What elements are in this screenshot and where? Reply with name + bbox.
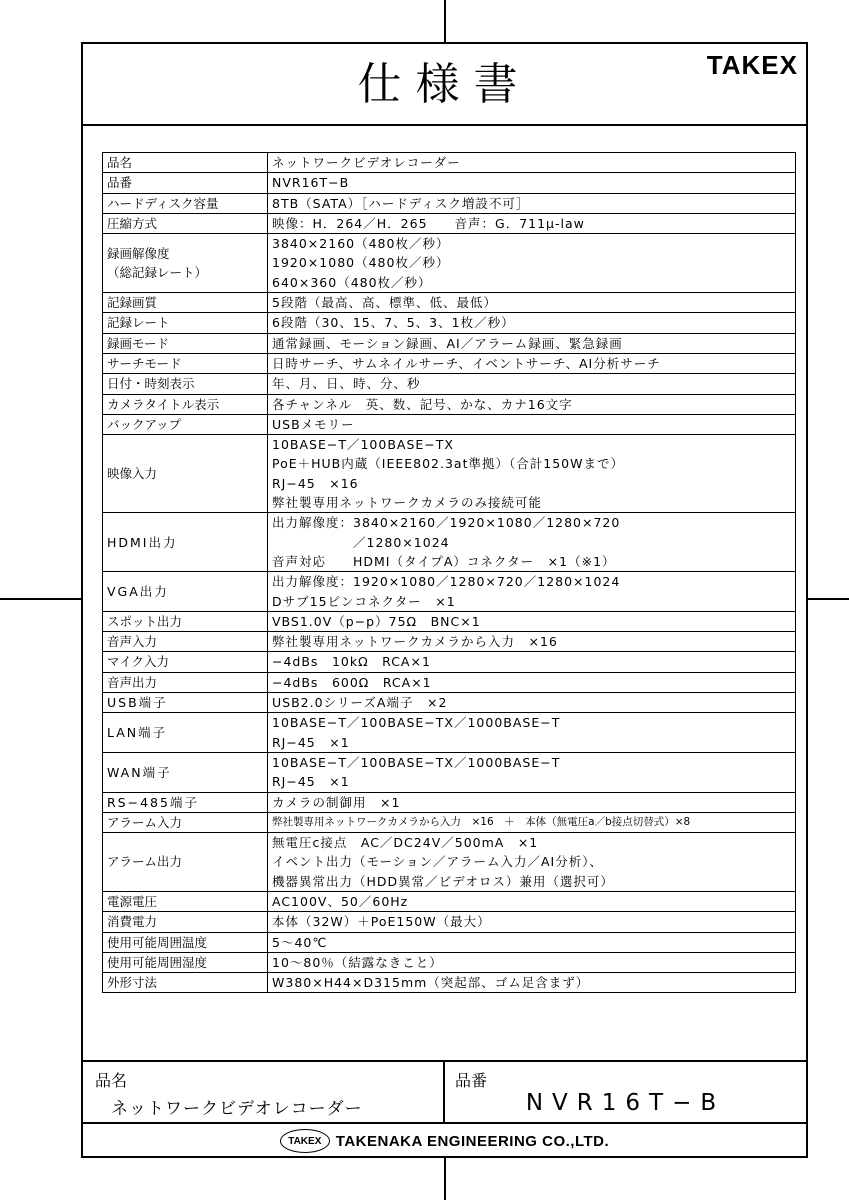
spec-row <box>103 912 796 932</box>
spec-value-line: 機器異常出力（HDD異常／ビデオロス）兼用（選択可） <box>272 873 614 889</box>
spec-value-line: −4dBs 600Ω RCA×1 <box>272 674 432 690</box>
spec-value-line: VBS1.0V（p−p）75Ω BNC×1 <box>272 613 481 629</box>
spec-label: 電源電圧 <box>103 891 268 911</box>
spec-label: WAN端子 <box>103 752 268 792</box>
spec-value-line: 640×360（480枚／秒） <box>272 274 432 290</box>
spec-value <box>268 891 796 911</box>
spec-value-line: 本体（32W）＋PoE150W（最大） <box>272 914 491 930</box>
spec-label: 音声出力 <box>103 672 268 692</box>
spec-row <box>103 652 796 672</box>
spec-label: 録画解像度 （総記録レート） <box>103 234 268 293</box>
spec-row <box>103 353 796 373</box>
spec-value-line: 10BASE−T／100BASE−TX／1000BASE−T <box>272 754 561 770</box>
crop-mark-top <box>444 0 446 42</box>
company-logo-icon <box>280 1129 330 1153</box>
spec-label: HDMI出力 <box>103 513 268 572</box>
spec-value-line: W380×H44×D315mm（突起部、ゴム足含まず） <box>272 975 590 991</box>
spec-label: アラーム出力 <box>103 833 268 892</box>
spec-value <box>268 414 796 434</box>
spec-label: マイク入力 <box>103 652 268 672</box>
spec-row <box>103 572 796 612</box>
spec-label: LAN端子 <box>103 713 268 753</box>
spec-value-line: NVR16T−B <box>272 175 350 191</box>
spec-value-line: 音声対応 HDMI（タイプA）コネクター ×1（※1） <box>272 553 616 569</box>
spec-label: 音声入力 <box>103 632 268 652</box>
spec-value <box>268 213 796 233</box>
spec-row <box>103 193 796 213</box>
spec-value <box>268 353 796 373</box>
spec-value <box>268 333 796 353</box>
spec-row <box>103 632 796 652</box>
spec-value-line: 無電圧c接点 AC／DC24V／500mA ×1 <box>272 835 539 851</box>
spec-value-line: 8TB（SATA）［ハードディスク増設不可］ <box>272 195 530 211</box>
spec-label: 使用可能周囲湿度 <box>103 952 268 972</box>
spec-row <box>103 812 796 832</box>
spec-value-line: RJ−45 ×1 <box>272 734 350 750</box>
spec-row <box>103 394 796 414</box>
spec-value <box>268 313 796 333</box>
spec-value-line: ／1280×1024 <box>272 534 450 550</box>
spec-row <box>103 932 796 952</box>
spec-value <box>268 833 796 892</box>
spec-row <box>103 435 796 513</box>
spec-value-line: 6段階（30、15、7、5、3、1枚／秒） <box>272 315 515 331</box>
spec-value-line: イベント出力（モーション／アラーム入力／AI分析）、 <box>272 854 603 870</box>
spec-row <box>103 333 796 353</box>
spec-value-line: USB2.0シリーズA端子 ×2 <box>272 695 448 711</box>
spec-label: スポット出力 <box>103 611 268 631</box>
spec-row <box>103 672 796 692</box>
spec-value <box>268 193 796 213</box>
spec-label: 記録画質 <box>103 293 268 313</box>
spec-value-line: 弊社製専用ネットワークカメラから入力 ×16 ＋ 本体（無電圧a／b接点切替式）×8 <box>272 815 691 828</box>
spec-value-line: 通常録画、モーション録画、AI／アラーム録画、緊急録画 <box>272 335 623 351</box>
spec-value <box>268 652 796 672</box>
spec-value-line: 年、月、日、時、分、秒 <box>272 376 421 392</box>
spec-value-line: 出力解像度：1920×1080／1280×720／1280×1024 <box>272 574 621 590</box>
footer-name-value: ネットワークビデオレコーダー <box>111 1099 363 1119</box>
spec-value <box>268 513 796 572</box>
spec-value <box>268 293 796 313</box>
spec-row <box>103 293 796 313</box>
header <box>83 44 806 126</box>
spec-row <box>103 213 796 233</box>
spec-value <box>268 153 796 173</box>
spec-value <box>268 234 796 293</box>
spec-table <box>102 152 796 993</box>
spec-value <box>268 572 796 612</box>
footer <box>83 1060 806 1124</box>
spec-value-line: 1920×1080（480枚／秒） <box>272 255 450 271</box>
spec-label: カメラタイトル表示 <box>103 394 268 414</box>
spec-label: 品名 <box>103 153 268 173</box>
spec-label: 映像入力 <box>103 435 268 513</box>
spec-value <box>268 611 796 631</box>
spec-label: アラーム入力 <box>103 812 268 832</box>
spec-value <box>268 173 796 193</box>
spec-value-line: RJ−45 ×16 <box>272 475 359 491</box>
spec-row <box>103 693 796 713</box>
company-logo-text: TAKEX <box>288 1135 322 1147</box>
spec-value-line: 10BASE−T／100BASE−TX／1000BASE−T <box>272 715 561 731</box>
spec-row <box>103 313 796 333</box>
spec-label: 消費電力 <box>103 912 268 932</box>
spec-label: VGA出力 <box>103 572 268 612</box>
spec-value <box>268 952 796 972</box>
spec-value-line: 映像：H．264／H．265 音声：G．711μ-law <box>272 215 585 231</box>
spec-label: 外形寸法 <box>103 973 268 993</box>
spec-label: 品番 <box>103 173 268 193</box>
spec-row <box>103 973 796 993</box>
brand-logo: TAKEX <box>706 50 798 80</box>
spec-label: 使用可能周囲温度 <box>103 932 268 952</box>
spec-value <box>268 374 796 394</box>
spec-row <box>103 234 796 293</box>
spec-row <box>103 414 796 434</box>
spec-row <box>103 833 796 892</box>
spec-value-line: 日時サーチ、サムネイルサーチ、イベントサーチ、AI分析サーチ <box>272 355 661 371</box>
spec-value <box>268 752 796 792</box>
spec-row <box>103 713 796 753</box>
footer-code-label: 品番 <box>455 1071 488 1090</box>
spec-value <box>268 435 796 513</box>
spec-value-line: ネットワークビデオレコーダー <box>272 155 461 170</box>
crop-mark-bottom <box>444 1158 446 1200</box>
spec-row <box>103 374 796 394</box>
spec-label: バックアップ <box>103 414 268 434</box>
spec-row <box>103 153 796 173</box>
spec-value <box>268 792 796 812</box>
spec-value-line: 各チャンネル 英、数、記号、かな、カナ16文字 <box>272 396 573 412</box>
footer-code-value: NVR16T−B <box>525 1090 726 1116</box>
footer-name-label: 品名 <box>95 1071 128 1090</box>
spec-sheet-frame <box>81 42 808 1158</box>
spec-label: 圧縮方式 <box>103 213 268 233</box>
spec-value <box>268 394 796 414</box>
company-name: TAKENAKA ENGINEERING CO.,LTD. <box>335 1132 610 1150</box>
spec-value-line: 3840×2160（480枚／秒） <box>272 236 450 252</box>
spec-value-line: 弊社製専用ネットワークカメラから入力 ×16 <box>272 634 558 650</box>
spec-value-line: −4dBs 10kΩ RCA×1 <box>272 654 431 670</box>
spec-label: 録画モード <box>103 333 268 353</box>
crop-mark-right <box>807 598 849 600</box>
spec-row <box>103 611 796 631</box>
spec-value-line: RJ−45 ×1 <box>272 774 350 790</box>
spec-value-line: 出力解像度：3840×2160／1920×1080／1280×720 <box>272 515 621 531</box>
spec-row <box>103 891 796 911</box>
spec-row <box>103 173 796 193</box>
spec-value-line: PoE＋HUB内蔵（IEEE802.3at準拠）（合計150Wまで） <box>272 456 624 472</box>
spec-value-line: 10BASE−T／100BASE−TX <box>272 437 454 453</box>
spec-label: 日付・時刻表示 <box>103 374 268 394</box>
spec-label: RS−485端子 <box>103 792 268 812</box>
spec-value <box>268 812 796 832</box>
spec-row <box>103 752 796 792</box>
spec-value-line: 10〜80％（結露なきこと） <box>272 954 443 970</box>
spec-row <box>103 792 796 812</box>
document-title: 仕様書 <box>357 59 532 110</box>
spec-value <box>268 672 796 692</box>
spec-value <box>268 912 796 932</box>
spec-label: ハードディスク容量 <box>103 193 268 213</box>
spec-value-line: カメラの制御用 ×1 <box>272 794 401 810</box>
footer-product-name-cell <box>83 1062 445 1122</box>
spec-row <box>103 952 796 972</box>
spec-value-line: 弊社製専用ネットワークカメラのみ接続可能 <box>272 495 543 511</box>
spec-value-line: 5段階（最高、高、標準、低、最低） <box>272 295 497 311</box>
spec-value <box>268 632 796 652</box>
spec-label: USB端子 <box>103 693 268 713</box>
spec-label: 記録レート <box>103 313 268 333</box>
company-footer <box>83 1124 806 1158</box>
spec-value <box>268 973 796 993</box>
spec-value-line: Dサブ15ピンコネクター ×1 <box>272 593 456 609</box>
spec-label: サーチモード <box>103 353 268 373</box>
spec-value <box>268 713 796 753</box>
footer-product-code-cell <box>445 1062 806 1122</box>
spec-value <box>268 693 796 713</box>
spec-value-line: 5〜40℃ <box>272 934 328 950</box>
crop-mark-left <box>0 598 81 600</box>
spec-value-line: USBメモリー <box>272 416 355 432</box>
spec-row <box>103 513 796 572</box>
spec-value-line: AC100V、50／60Hz <box>272 893 409 909</box>
spec-value <box>268 932 796 952</box>
